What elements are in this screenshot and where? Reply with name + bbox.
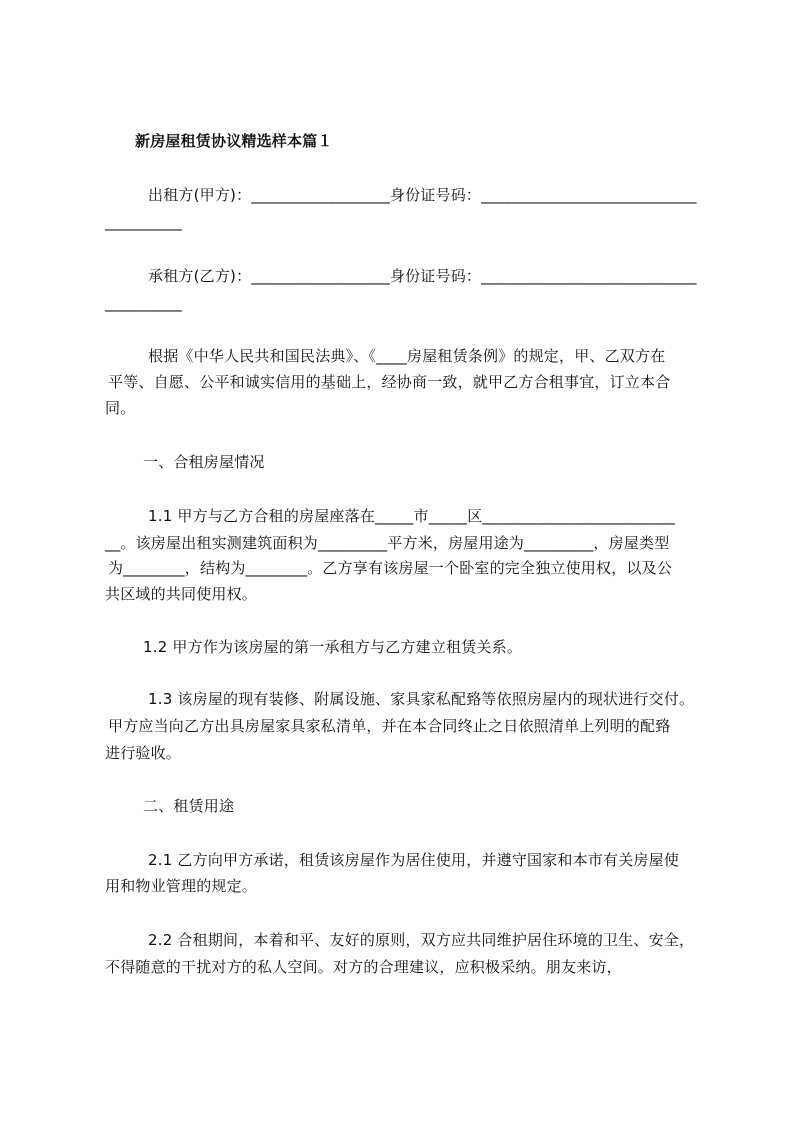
party-a-line-2: __________ [105, 213, 182, 231]
intro-line-1: 根据《中华人民共和国民法典》、《____房屋租赁条例》的规定，甲、乙双方在 [148, 347, 666, 365]
clause-1-3-line-1: 1.3 该房屋的现有装修、附属设施、家具家私配臵等依照房屋内的现状进行交付。 [148, 690, 695, 708]
intro-line-2: 平等、自愿、公平和诚实信用的基础上，经协商一致，就甲乙方合租事宜，订立本合 [108, 373, 671, 391]
document-title: 新房屋租赁协议精选样本篇１ [135, 132, 333, 150]
clause-1-1-line-3: 为________，结构为________。乙方享有该房屋一个卧室的完全独立使用权，以及公 [108, 559, 673, 577]
clause-2-1-line-2: 用和物业管理的规定。 [105, 877, 258, 895]
party-b-line-2: __________ [105, 294, 182, 312]
clause-2-2-line-2: 不得随意的干扰对方的私人空间。对方的合理建议，应积极采纳。朋友来访， [105, 958, 622, 976]
section-1-heading: 一、合租房屋情况 [143, 453, 265, 471]
clause-1-3-line-2: 甲方应当向乙方出具房屋家具家私清单，并在本合同终止之日依照清单上列明的配臵 [108, 717, 671, 735]
section-2-heading: 二、租赁用途 [143, 797, 235, 815]
clause-1-2-line-1: 1.2 甲方作为该房屋的第一承租方与乙方建立租赁关系。 [143, 638, 523, 656]
clause-1-3-line-3: 进行验收。 [105, 744, 182, 762]
clause-1-1-line-1: 1.1 甲方与乙方合租的房屋座落在_____市_____区_________________________ [148, 507, 675, 525]
intro-line-3: 同。 [105, 399, 136, 417]
clause-1-1-line-4: 共区域的共同使用权。 [105, 585, 258, 603]
clause-2-2-line-1: 2.2 合租期间，本着和平、友好的原则，双方应共同维护居住环境的卫生、安全， [148, 931, 695, 949]
party-a-line-1: 出租方(甲方)：__________________身份证号码：____________________________ [148, 186, 697, 204]
clause-2-1-line-1: 2.1 乙方向甲方承诺，租赁该房屋作为居住使用，并遵守国家和本市有关房屋使 [148, 851, 680, 869]
party-b-line-1: 承租方(乙方)：__________________身份证号码：____________________________ [148, 267, 697, 285]
clause-1-1-line-2: __。该房屋出租实测建筑面积为_________平方米，房屋用途为_________，房屋类型 [105, 534, 670, 552]
